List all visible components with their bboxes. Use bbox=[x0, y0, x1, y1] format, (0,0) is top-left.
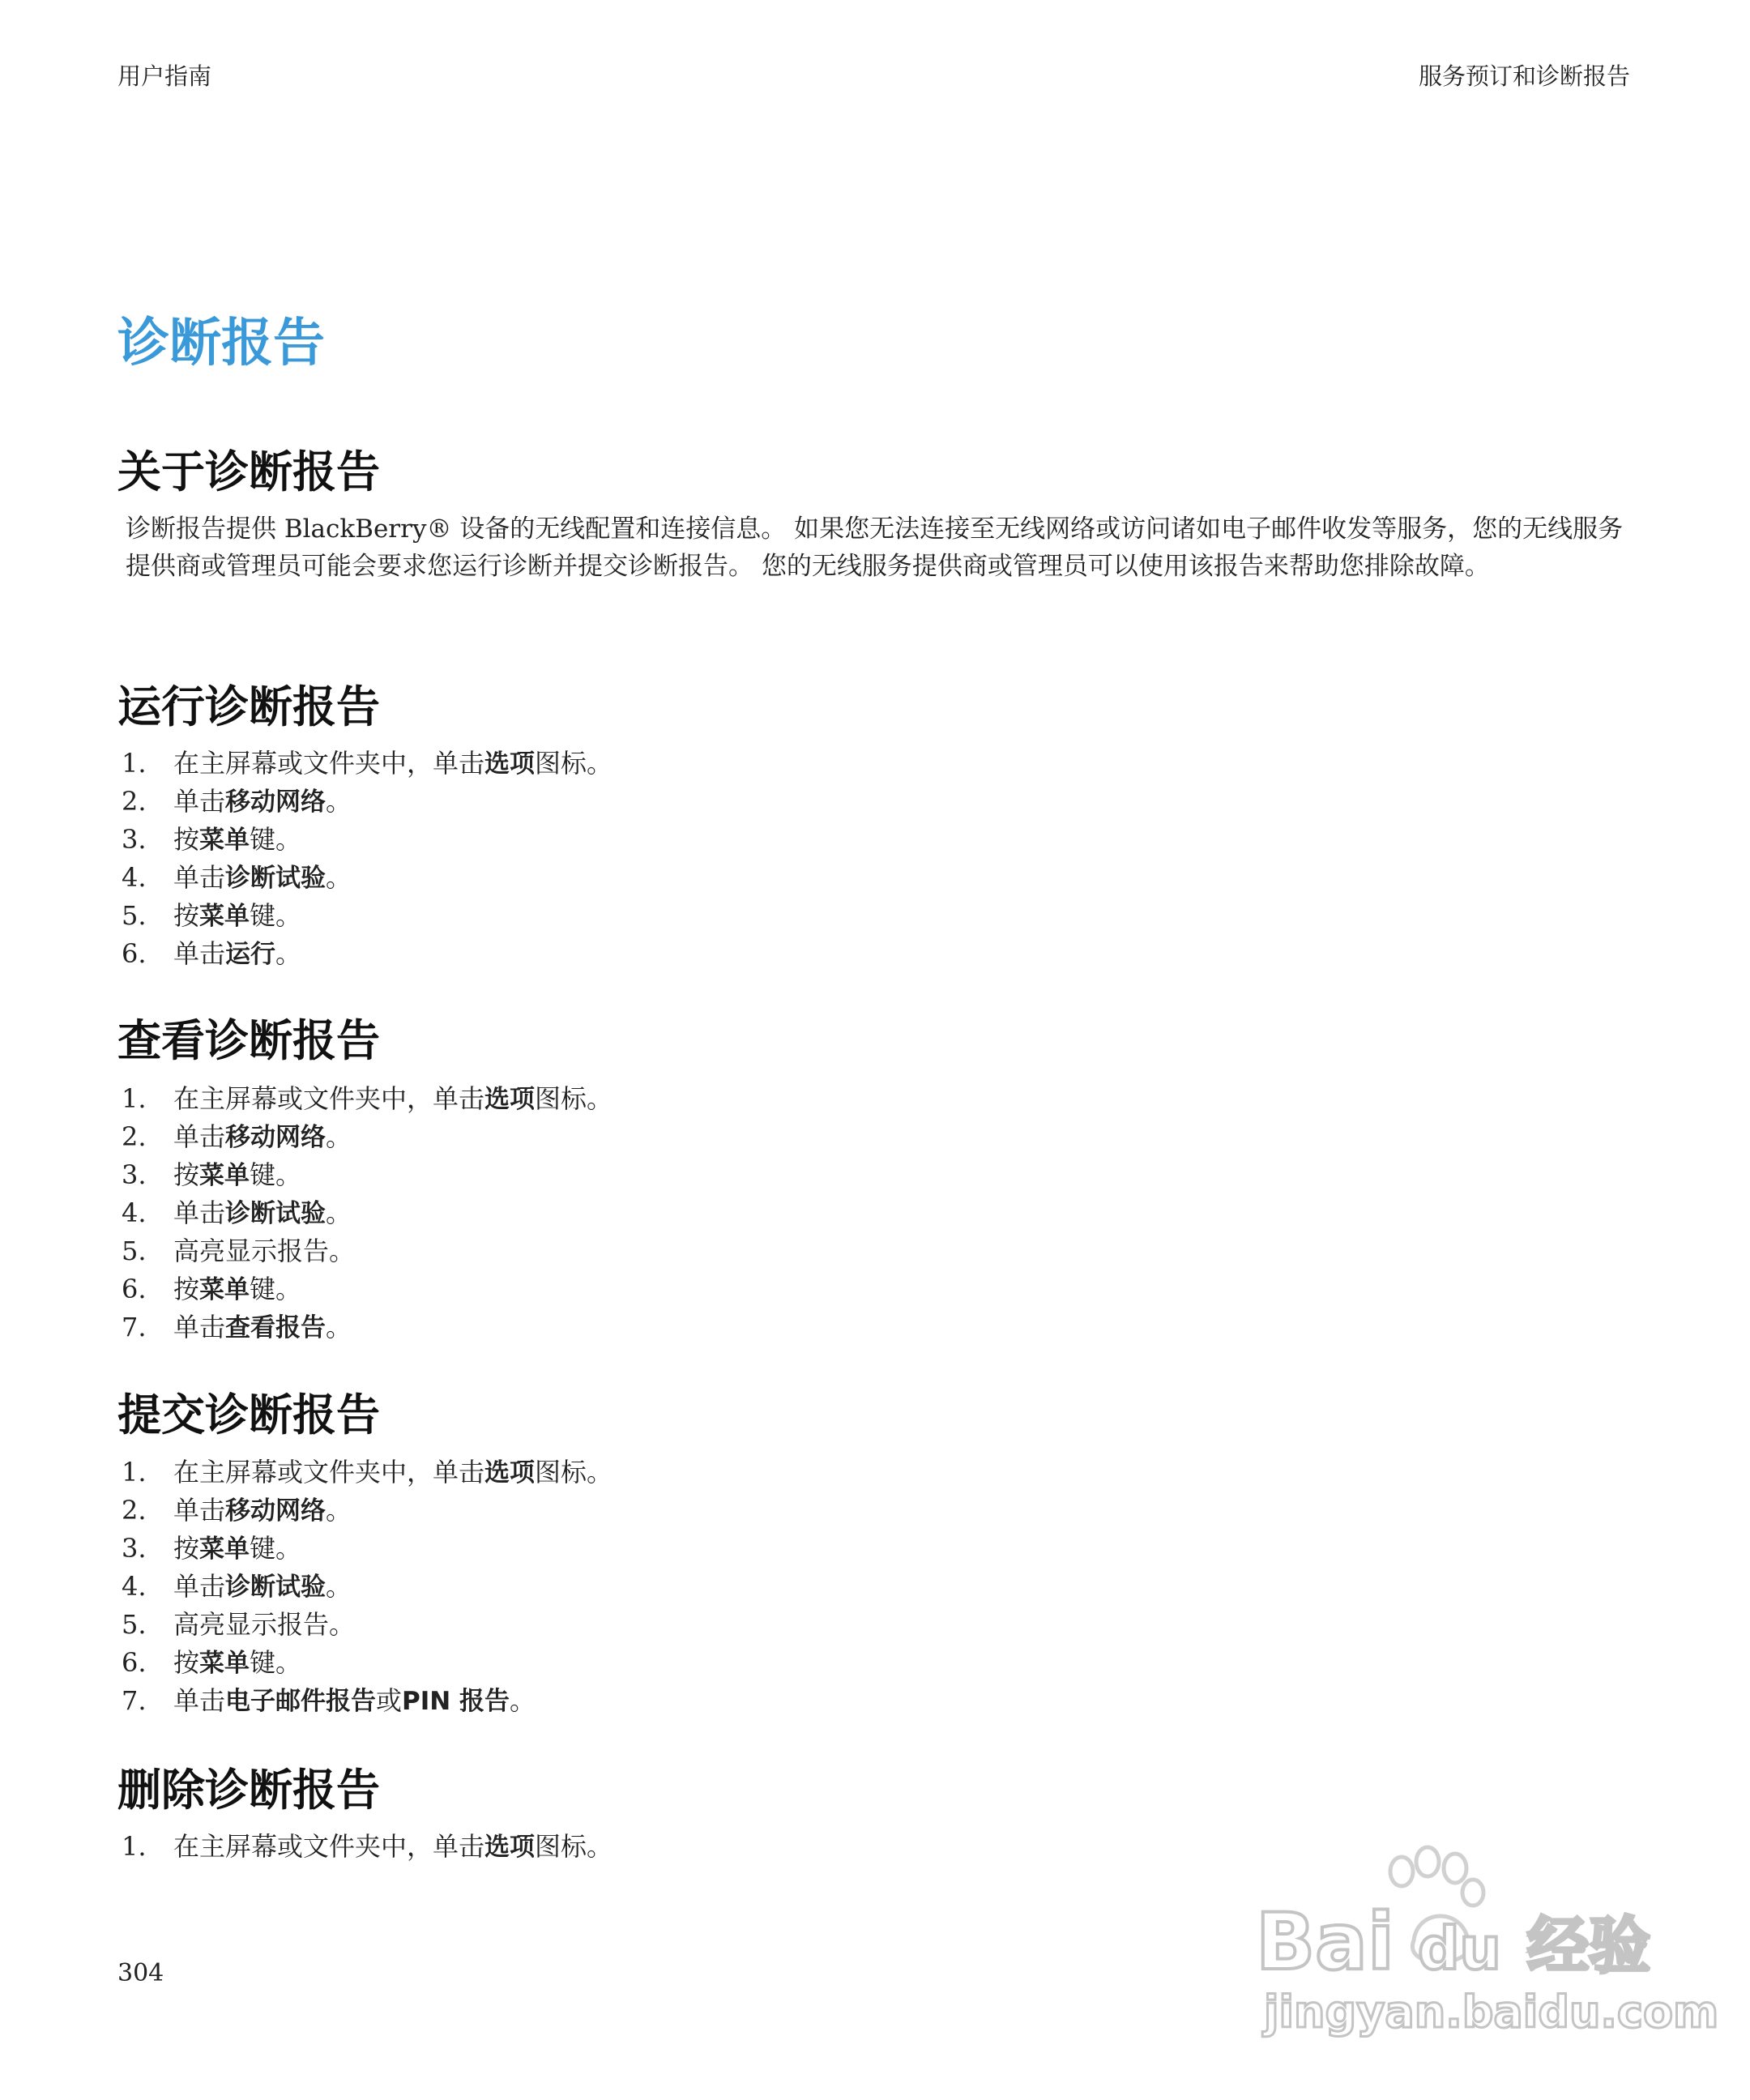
step-ui-term: 选项 bbox=[484, 1833, 536, 1862]
step-text: 键。 bbox=[250, 900, 302, 931]
step-text: 键。 bbox=[250, 1159, 302, 1190]
step-number: 4. bbox=[122, 862, 147, 893]
step-item bbox=[122, 1118, 612, 1156]
step-ui-term: 选项 bbox=[484, 1085, 536, 1114]
step-item bbox=[122, 1080, 612, 1118]
step-item bbox=[122, 745, 612, 783]
step-number: 2. bbox=[122, 1495, 147, 1526]
step-text: 键。 bbox=[250, 1274, 302, 1304]
step-number: 4. bbox=[122, 1197, 147, 1228]
step-text: 按 bbox=[173, 1533, 200, 1564]
step-text: 高亮显示报告。 bbox=[173, 1609, 356, 1640]
step-item bbox=[122, 1530, 612, 1568]
header-left-title: 用户指南 bbox=[117, 62, 212, 90]
step-ui-term: 移动网络 bbox=[225, 1496, 327, 1526]
step-item bbox=[122, 1156, 612, 1194]
step-ui-term: 选项 bbox=[484, 749, 536, 779]
step-text: 单击 bbox=[173, 1495, 226, 1526]
step-number: 6. bbox=[122, 938, 147, 969]
step-text: 按 bbox=[173, 1159, 200, 1190]
step-item bbox=[122, 783, 612, 821]
step-item bbox=[122, 1682, 612, 1720]
step-text: 在主屏幕或文件夹中，单击 bbox=[173, 1083, 485, 1114]
chapter-title: 诊断报告 bbox=[117, 314, 325, 373]
step-number: 1. bbox=[122, 1083, 147, 1114]
step-text: 高亮显示报告。 bbox=[173, 1236, 356, 1266]
step-ui-term: 菜单 bbox=[199, 1649, 250, 1678]
step-text: 在主屏幕或文件夹中，单击 bbox=[173, 1457, 485, 1488]
step-text: 或 bbox=[376, 1685, 403, 1716]
step-text: 键。 bbox=[250, 1533, 302, 1564]
step-text: 在主屏幕或文件夹中，单击 bbox=[173, 748, 485, 779]
step-ui-term: 电子邮件报告 bbox=[225, 1687, 377, 1716]
step-text: 单击 bbox=[173, 1571, 226, 1602]
step-number: 6. bbox=[122, 1274, 147, 1304]
step-ui-term: PIN 报告 bbox=[402, 1687, 510, 1716]
step-number: 7. bbox=[122, 1685, 147, 1716]
step-ui-term: 选项 bbox=[484, 1458, 536, 1488]
step-text: 。 bbox=[510, 1685, 536, 1716]
step-item bbox=[122, 935, 612, 973]
step-number: 1. bbox=[122, 748, 147, 779]
step-ui-term: 诊断试验 bbox=[225, 864, 327, 893]
step-number: 2. bbox=[122, 1121, 147, 1152]
step-ui-term: 菜单 bbox=[199, 1534, 250, 1564]
step-text: 单击 bbox=[173, 1685, 226, 1716]
step-ui-term: 诊断试验 bbox=[225, 1573, 327, 1602]
step-ui-term: 菜单 bbox=[199, 1161, 250, 1190]
step-number: 4. bbox=[122, 1571, 147, 1602]
step-number: 6. bbox=[122, 1647, 147, 1678]
submit-steps-list bbox=[122, 1453, 612, 1720]
step-text: 单击 bbox=[173, 938, 226, 969]
step-text: 单击 bbox=[173, 1121, 226, 1152]
step-text: 。 bbox=[326, 1312, 352, 1342]
step-item bbox=[122, 859, 612, 897]
step-text: 按 bbox=[173, 1274, 200, 1304]
step-text: 键。 bbox=[250, 824, 302, 855]
step-ui-term: 运行 bbox=[225, 940, 276, 969]
step-number: 7. bbox=[122, 1312, 147, 1342]
section-title-run: 运行诊断报告 bbox=[117, 681, 380, 732]
step-text: 键。 bbox=[250, 1647, 302, 1678]
step-number: 1. bbox=[122, 1831, 147, 1862]
step-text: 图标。 bbox=[535, 748, 613, 779]
step-number: 3. bbox=[122, 1533, 147, 1564]
step-number: 1. bbox=[122, 1457, 147, 1488]
step-item bbox=[122, 1308, 612, 1347]
step-ui-term: 菜单 bbox=[199, 826, 250, 855]
svg-text:jingyan.baidu.com: jingyan.baidu.com bbox=[1264, 1987, 1719, 2038]
section-title-view: 查看诊断报告 bbox=[117, 1015, 380, 1066]
step-number: 3. bbox=[122, 824, 147, 855]
step-ui-term: 菜单 bbox=[199, 902, 250, 931]
step-text: 。 bbox=[326, 862, 352, 893]
step-text: 。 bbox=[326, 1495, 352, 1526]
step-item bbox=[122, 821, 612, 859]
svg-text:经验: 经验 bbox=[1527, 1910, 1650, 1982]
svg-text:du: du bbox=[1418, 1914, 1501, 1983]
step-text: 图标。 bbox=[535, 1831, 613, 1862]
section-title-delete: 删除诊断报告 bbox=[117, 1765, 380, 1816]
step-item bbox=[122, 1606, 612, 1644]
step-text: 单击 bbox=[173, 862, 226, 893]
header-right-title: 服务预订和诊断报告 bbox=[1418, 62, 1630, 90]
step-item bbox=[122, 1828, 612, 1866]
step-text: 图标。 bbox=[535, 1457, 613, 1488]
section-title-about: 关于诊断报告 bbox=[117, 446, 380, 497]
step-item bbox=[122, 1492, 612, 1530]
step-ui-term: 诊断试验 bbox=[225, 1199, 327, 1228]
step-number: 5. bbox=[122, 1236, 147, 1266]
step-text: 。 bbox=[326, 1197, 352, 1228]
step-text: 。 bbox=[326, 1571, 352, 1602]
step-item bbox=[122, 1644, 612, 1682]
step-ui-term: 菜单 bbox=[199, 1275, 250, 1304]
step-text: 图标。 bbox=[535, 1083, 613, 1114]
step-text: 。 bbox=[326, 786, 352, 817]
step-item bbox=[122, 897, 612, 935]
baidu-jingyan-watermark-logo bbox=[1248, 1839, 1719, 2050]
section-title-submit: 提交诊断报告 bbox=[117, 1389, 380, 1441]
step-item bbox=[122, 1194, 612, 1232]
step-ui-term: 移动网络 bbox=[225, 788, 327, 817]
view-steps-list bbox=[122, 1080, 612, 1347]
step-item bbox=[122, 1270, 612, 1308]
run-steps-list bbox=[122, 745, 612, 973]
page-number: 304 bbox=[117, 1959, 164, 1987]
step-text: 单击 bbox=[173, 1312, 226, 1342]
step-text: 。 bbox=[326, 1121, 352, 1152]
step-text: 。 bbox=[275, 938, 302, 969]
step-item bbox=[122, 1232, 612, 1270]
step-ui-term: 移动网络 bbox=[225, 1123, 327, 1152]
step-ui-term: 查看报告 bbox=[225, 1313, 327, 1342]
step-text: 按 bbox=[173, 1647, 200, 1678]
delete-steps-list bbox=[122, 1828, 612, 1866]
svg-text:Bai: Bai bbox=[1256, 1897, 1394, 1987]
about-paragraph: 诊断报告提供 BlackBerry® 设备的无线配置和连接信息。 如果您无法连接至无线网络或访问诸如电子邮件收发等服务，您的无线服务提供商或管理员可能会要求您运行诊断并提交诊断报告。 您的无线服务提供商或管理员可以使用该报告来帮助您排除故障。 bbox=[126, 514, 1624, 581]
step-number: 5. bbox=[122, 900, 147, 931]
step-number: 2. bbox=[122, 786, 147, 817]
step-text: 按 bbox=[173, 900, 200, 931]
step-item bbox=[122, 1568, 612, 1606]
step-number: 5. bbox=[122, 1609, 147, 1640]
step-text: 单击 bbox=[173, 786, 226, 817]
step-text: 在主屏幕或文件夹中，单击 bbox=[173, 1831, 485, 1862]
step-item bbox=[122, 1453, 612, 1492]
step-text: 按 bbox=[173, 824, 200, 855]
step-number: 3. bbox=[122, 1159, 147, 1190]
step-text: 单击 bbox=[173, 1197, 226, 1228]
